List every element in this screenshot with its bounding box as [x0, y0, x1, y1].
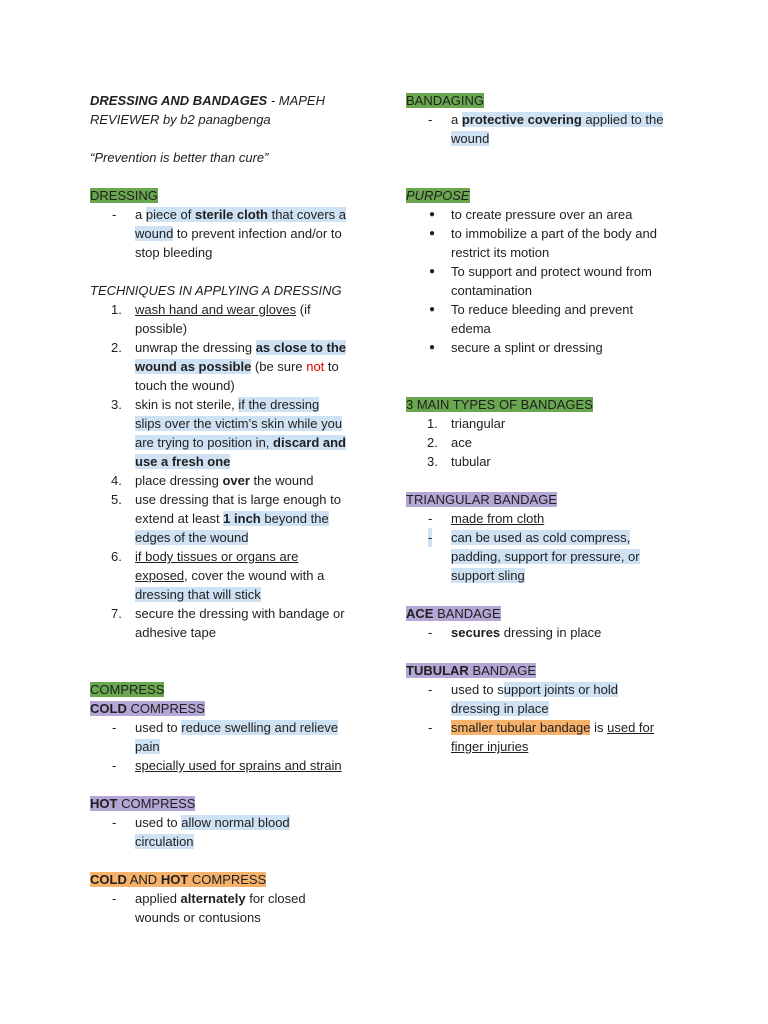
triangular-item-1: - made from cloth	[428, 511, 545, 526]
left-column	[90, 91, 380, 927]
purpose-item-1: ● to create pressure over an area	[429, 207, 633, 222]
cold-compress-heading: COLD COMPRESS	[90, 701, 205, 716]
techniques-heading: TECHNIQUES IN APPLYING A DRESSING	[90, 283, 342, 298]
tubular-item-1: - used to support joints or hold dressing in place	[428, 682, 618, 716]
bandage-type-1: 1. triangular	[427, 416, 506, 431]
bandaging-definition: - a protective covering applied to the wound	[428, 112, 664, 146]
compress-heading: COMPRESS	[90, 682, 165, 697]
technique-item-7: 7. secure the dressing with bandage or adhesive tape	[111, 606, 345, 640]
triangular-bandage-heading: TRIANGULAR BANDAGE	[406, 492, 557, 507]
cold-hot-compress-item-1: - applied alternately for closed wounds or contusions	[112, 891, 306, 925]
technique-item-2: 2. unwrap the dressing as close to the wound as possible (be sure not to touch the wound)	[111, 340, 346, 393]
doc-title-line2: REVIEWER by b2 panagbenga	[90, 112, 271, 127]
cold-compress-item-2: - specially used for sprains and strain	[112, 758, 342, 773]
hot-compress-item-1: - used to allow normal blood circulation	[112, 815, 290, 849]
bandage-type-3: 3. tubular	[427, 454, 491, 469]
purpose-item-5: ● secure a splint or dressing	[429, 340, 603, 355]
triangular-item-2: - can be used as cold compress, padding, support for pressure, or support sling	[428, 530, 640, 583]
ace-bandage-heading: ACE BANDAGE	[406, 606, 501, 621]
doc-title: DRESSING AND BANDAGES - MAPEH	[90, 93, 325, 108]
bandaging-heading: BANDAGING	[406, 93, 485, 108]
technique-item-3: 3. skin is not sterile, if the dressing slips over the victim’s skin while you are trying to position in, discard and use a fresh one	[111, 397, 346, 469]
dressing-definition: - a piece of sterile cloth that covers a wound to prevent infection and/or to stop bleeding	[112, 207, 347, 260]
hot-compress-heading: HOT COMPRESS	[90, 796, 196, 811]
technique-item-4: 4. place dressing over the wound	[111, 473, 314, 488]
dressing-heading: DRESSING	[90, 188, 158, 203]
purpose-item-4: ● To reduce bleeding and prevent edema	[429, 302, 634, 336]
technique-item-1: 1. wash hand and wear gloves (if possible)	[111, 302, 311, 336]
purpose-item-3: ● To support and protect wound from contamination	[429, 264, 652, 298]
purpose-heading: PURPOSE	[406, 188, 470, 203]
bandage-type-2: 2. ace	[427, 435, 472, 450]
cold-compress-item-1: - used to reduce swelling and relieve pain	[112, 720, 339, 754]
purpose-item-2: ● to immobilize a part of the body and restrict its motion	[429, 226, 657, 260]
technique-item-6: 6. if body tissues or organs are exposed, cover the wound with a dressing that will stick	[111, 549, 325, 602]
tubular-item-2: - smaller tubular bandage is used for finger injuries	[428, 720, 655, 754]
technique-item-5: 5. use dressing that is large enough to extend at least 1 inch beyond the edges of the wound	[111, 492, 341, 545]
right-column	[406, 91, 706, 756]
cold-hot-compress-heading: COLD AND HOT COMPRESS	[90, 872, 267, 887]
tubular-bandage-heading: TUBULAR BANDAGE	[406, 663, 537, 678]
bandage-types-heading: 3 MAIN TYPES OF BANDAGES	[406, 397, 593, 412]
ace-item-1: - secures dressing in place	[428, 625, 602, 640]
quote: “Prevention is better than cure”	[90, 150, 269, 165]
